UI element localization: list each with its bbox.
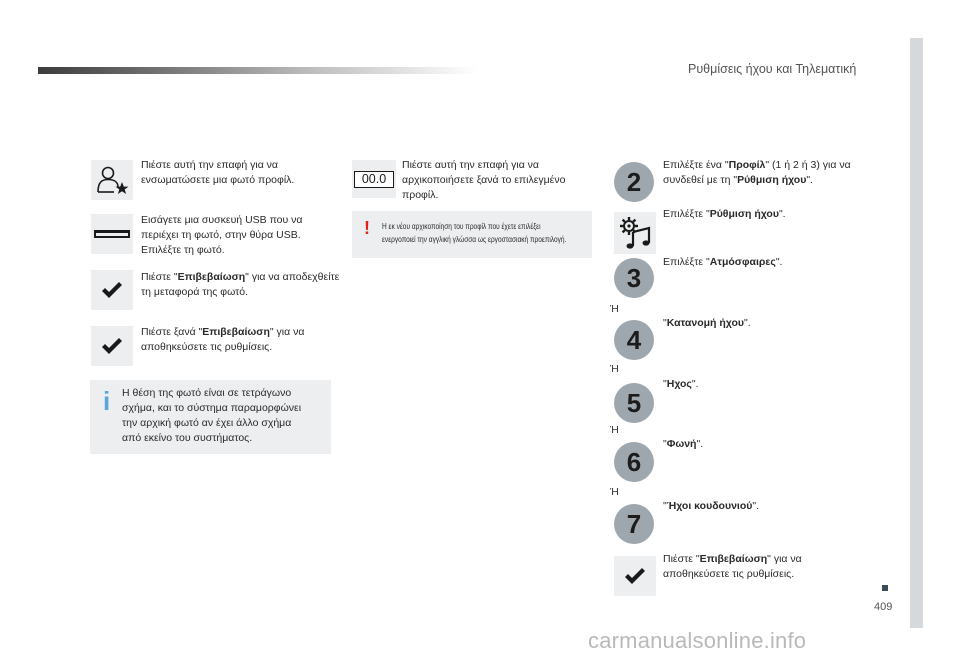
audio-settings-instruction xyxy=(663,207,863,222)
ringtones-keyword: Ήχοι κουδουνιού xyxy=(666,500,753,512)
confirm-keyword: Επιβεβαίωση xyxy=(699,553,768,565)
step-number-5: 5 xyxy=(614,383,654,423)
sound-distribution-option xyxy=(663,316,863,331)
info-note-line-2: σχήμα, και το σύστημα παραμορφώνει xyxy=(122,402,302,414)
info-note xyxy=(90,380,331,454)
usb-instruction-line-1: Εισάγετε μια συσκευή USB που να xyxy=(141,214,303,226)
checkmark-icon xyxy=(101,281,123,299)
confirm-transfer-button[interactable] xyxy=(91,270,133,310)
ambiances-keyword: Ατμόσφαιρες xyxy=(709,256,776,268)
text-fragment: ". xyxy=(806,174,813,186)
page-number: 409 xyxy=(874,601,893,613)
profile-photo-button[interactable] xyxy=(91,160,133,200)
confirm-save-button[interactable] xyxy=(91,326,133,366)
profile-photo-instruction: Πιέστε αυτή την επαφή για να ενσωματώσετε μια φωτό προφίλ. xyxy=(141,159,295,186)
audio-settings-keyword: Ρύθμιση ήχου xyxy=(737,174,807,186)
sound-option xyxy=(663,377,863,392)
text-fragment: " xyxy=(663,317,667,329)
text-fragment: ". xyxy=(696,438,704,450)
ringtones-option xyxy=(663,499,863,514)
step-number-3: 3 xyxy=(614,258,654,298)
usb-button[interactable] xyxy=(91,214,133,254)
text-fragment: " xyxy=(663,438,667,450)
text-fragment: Πιέστε ξανά " xyxy=(141,326,203,338)
confirm-settings-instruction xyxy=(663,552,863,582)
confirm-settings-button[interactable] xyxy=(614,556,656,596)
audio-settings-icon xyxy=(618,216,652,250)
sound-distribution-keyword: Κατανομή ήχου xyxy=(666,317,744,329)
text-fragment: " xyxy=(663,500,667,512)
warning-note-line-1: Η εκ νέου αρχικοποίηση του προφίλ που έχετε επιλέξει xyxy=(382,222,541,231)
checkmark-icon xyxy=(624,567,646,585)
checkmark-icon xyxy=(101,337,123,355)
info-note-line-1: Η θέση της φωτό είναι σε τετράγωνο xyxy=(122,387,292,399)
sound-keyword: Ηχος xyxy=(666,378,692,390)
text-fragment: " (1 ή 2 ή 3) για να συνδεθεί με τη " xyxy=(663,159,851,186)
reset-profile-button[interactable] xyxy=(352,160,396,198)
warning-note-text xyxy=(382,220,566,246)
reset-profile-instruction: Πιέστε αυτή την επαφή για να αρχικοποιήσετε ξανά το επιλεγμένο προφίλ. xyxy=(402,159,566,201)
warning-note-line-2: ενεργοποιεί την αγγλική γλώσσα ως εργοστασιακή προεπιλογή. xyxy=(382,235,567,244)
warning-icon: ! xyxy=(364,218,370,238)
info-note-line-4: από εκείνο του συστήματος. xyxy=(122,432,253,444)
audio-settings-button[interactable] xyxy=(614,212,656,254)
or-label: Ή xyxy=(610,363,619,375)
text-fragment: Πιέστε " xyxy=(663,553,700,565)
text-fragment: " για να αποθηκεύσετε τις ρυθμίσεις. xyxy=(663,553,802,580)
voice-option xyxy=(663,437,863,452)
text-fragment: ". xyxy=(775,256,783,268)
text-fragment: ". xyxy=(778,208,786,220)
step-number-4: 4 xyxy=(614,320,654,360)
text-fragment: " για να αποθηκεύσετε τις ρυθμίσεις. xyxy=(141,326,305,353)
text-fragment: " xyxy=(663,378,667,390)
confirm-keyword: Επιβεβαίωση xyxy=(177,271,246,283)
select-profile-instruction xyxy=(663,158,863,188)
confirm-keyword: Επιβεβαίωση xyxy=(202,326,270,338)
profile-keyword: Προφίλ xyxy=(728,159,766,171)
page-header-title: Ρυθμίσεις ήχου και Τηλεματική xyxy=(688,62,857,76)
audio-settings-keyword: Ρύθμιση ήχου xyxy=(709,208,779,220)
step-number-6: 6 xyxy=(614,442,654,482)
text-fragment: " για να αποδεχθείτε τη μεταφορά της φωτό. xyxy=(141,271,340,298)
text-fragment: ". xyxy=(691,378,699,390)
usb-instruction xyxy=(141,213,346,258)
warning-note xyxy=(352,211,592,258)
text-fragment: ". xyxy=(744,317,751,329)
text-fragment: Επιλέξτε " xyxy=(663,256,710,268)
or-label: Ή xyxy=(610,424,619,436)
step-number-2: 2 xyxy=(614,162,654,202)
voice-keyword: Φωνή xyxy=(666,438,697,450)
confirm-save-instruction xyxy=(141,325,341,355)
watermark: carmanualsonline.info xyxy=(588,628,807,653)
text-fragment: Επιλέξτε " xyxy=(663,208,710,220)
or-label: Ή xyxy=(610,486,619,498)
info-icon: i xyxy=(103,386,111,416)
ambiances-instruction xyxy=(663,255,863,270)
page-edge-strip xyxy=(910,38,923,628)
usb-instruction-line-2: περιέχει τη φωτό, στην θύρα USB. xyxy=(141,229,301,241)
text-fragment: Επιλέξτε ένα " xyxy=(663,159,729,171)
display-readout-icon: 00.0 xyxy=(354,171,394,188)
page-marker xyxy=(882,585,888,591)
text-fragment: ". xyxy=(752,500,760,512)
usb-slot-icon xyxy=(94,226,130,242)
confirm-transfer-instruction xyxy=(141,270,341,300)
text-fragment: Πιέστε " xyxy=(141,271,178,283)
info-note-text xyxy=(122,386,327,446)
profile-photo-icon xyxy=(95,165,129,195)
info-note-line-3: την αρχική φωτό αν έχει άλλο σχήμα xyxy=(122,417,292,429)
step-number-7: 7 xyxy=(614,504,654,544)
header-gradient-bar xyxy=(38,67,478,74)
usb-instruction-line-3: Επιλέξτε τη φωτό. xyxy=(141,244,225,256)
or-label: Ή xyxy=(610,303,619,315)
